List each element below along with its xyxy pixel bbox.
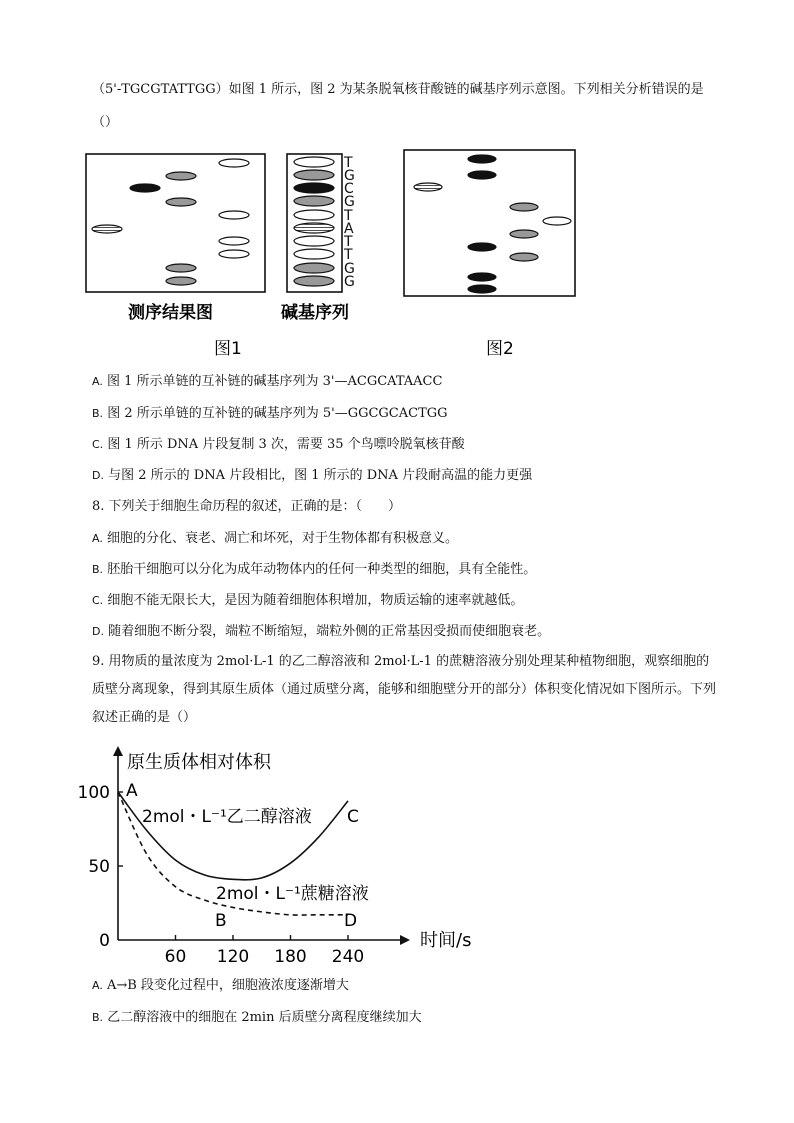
band bbox=[468, 171, 496, 179]
seq-letter: G bbox=[344, 168, 355, 184]
q7-option-c bbox=[92, 435, 465, 455]
option-letter: B. bbox=[92, 407, 104, 420]
band bbox=[468, 155, 496, 163]
q9-option-a bbox=[92, 976, 349, 996]
band bbox=[468, 273, 496, 281]
caption-fig2: 图2 bbox=[486, 339, 514, 359]
option-text: 胚胎干细胞可以分化为成年动物体内的任何一种类型的细胞，具有全能性。 bbox=[107, 562, 537, 577]
point-label: C bbox=[347, 807, 359, 827]
q8-option-a bbox=[92, 529, 458, 549]
series-label-sucrose: 2mol・L⁻¹蔗糖溶液 bbox=[216, 884, 369, 904]
point-label: D bbox=[344, 911, 358, 931]
y-axis-label: 原生质体相对体积 bbox=[127, 752, 271, 773]
series-label-ethylene-glycol: 2mol・L⁻¹乙二醇溶液 bbox=[142, 807, 312, 827]
base-seq-letters bbox=[343, 155, 355, 290]
x-axis-label: 时间/s bbox=[420, 930, 472, 951]
option-text: 图 2 所示单链的互补链的碱基序列为 5'—GGCGCACTGG bbox=[107, 406, 448, 421]
point-label: B bbox=[215, 911, 227, 931]
seq-letter: T bbox=[344, 234, 353, 250]
option-letter: C. bbox=[92, 594, 104, 607]
band bbox=[166, 172, 196, 180]
seq-letter: G bbox=[344, 274, 355, 290]
band bbox=[166, 198, 196, 206]
point-label: A bbox=[126, 781, 138, 801]
option-text: 图 1 所示 DNA 片段复制 3 次，需要 35 个鸟嘌呤脱氧核苷酸 bbox=[107, 437, 465, 452]
q9-stem: 9. 用物质的量浓度为 2mol·L-1 的乙二醇溶液和 2mol·L-1 的蔗糖溶液分别处理某种植物细胞，观察细胞的质壁分离现象，得到其原生质体（通过质壁分离，能够和细胞壁分开的部分）体积变化情况如下图所示。下列叙述正确的是（） bbox=[92, 654, 717, 725]
seq-letter: G bbox=[344, 261, 355, 277]
q7-stem-line2: （） bbox=[92, 115, 119, 130]
seq-letter: T bbox=[344, 155, 353, 171]
band bbox=[543, 217, 571, 225]
base-seq-ovals bbox=[294, 157, 334, 286]
band bbox=[510, 253, 538, 261]
option-text: 随着细胞不断分裂，端粒不断缩短，端粒外侧的正常基因受损而使细胞衰老。 bbox=[108, 624, 551, 639]
q7-option-a bbox=[92, 372, 442, 392]
option-text: A→B 段变化过程中，细胞液浓度逐渐增大 bbox=[106, 978, 349, 993]
series-line bbox=[118, 792, 348, 880]
option-text: 图 1 所示单链的互补链的碱基序列为 3'—ACGCATAACC bbox=[106, 374, 443, 389]
option-letter: B. bbox=[92, 563, 104, 576]
band bbox=[468, 243, 496, 251]
band bbox=[468, 285, 496, 293]
seq-letter: G bbox=[344, 194, 355, 210]
option-letter: C. bbox=[92, 438, 104, 451]
option-text: 乙二醇溶液中的细胞在 2min 后质壁分离程度继续加大 bbox=[107, 1010, 422, 1025]
q9-option-b bbox=[92, 1008, 422, 1028]
seq-letter: T bbox=[344, 208, 353, 224]
band bbox=[166, 264, 196, 272]
x-tick-label: 240 bbox=[331, 947, 365, 967]
band bbox=[219, 159, 249, 167]
q7-option-b bbox=[92, 404, 448, 424]
y-tick-label: 100 bbox=[77, 783, 110, 803]
q8-stem: 8. 下列关于细胞生命历程的叙述，正确的是：（ ） bbox=[92, 499, 402, 514]
q7-stem-line1: （5'-TGCGTATTGG）如图 1 所示，图 2 为某条脱氧核苷酸链的碱基序列示意图。下列相关分析错误的是 bbox=[92, 82, 704, 97]
band bbox=[219, 211, 249, 219]
option-text: 细胞的分化、衰老、凋亡和坏死，对于生物体都有积极意义。 bbox=[106, 531, 458, 546]
band bbox=[510, 203, 538, 211]
x-tick-label: 120 bbox=[216, 947, 250, 967]
band bbox=[219, 237, 249, 245]
option-letter: D. bbox=[92, 469, 104, 482]
option-letter: A. bbox=[92, 375, 103, 388]
q8-option-d bbox=[92, 622, 550, 642]
option-letter: D. bbox=[92, 625, 104, 638]
q8-option-b bbox=[92, 560, 536, 580]
q8-option-c bbox=[92, 591, 523, 611]
label-seq-result: 测序结果图 bbox=[128, 303, 213, 323]
caption-fig1: 图1 bbox=[214, 339, 242, 359]
band bbox=[166, 277, 196, 285]
seq-letter: A bbox=[344, 221, 354, 237]
x-axis-arrow bbox=[400, 935, 410, 945]
y-axis-arrow bbox=[113, 746, 123, 756]
q7-figure bbox=[0, 140, 794, 380]
option-text: 与图 2 所示的 DNA 片段相比，图 1 所示的 DNA 片段耐高温的能力更强 bbox=[108, 468, 533, 483]
option-letter: A. bbox=[92, 532, 103, 545]
option-letter: A. bbox=[92, 979, 103, 992]
option-letter: B. bbox=[92, 1011, 104, 1024]
seq-letter: T bbox=[344, 247, 353, 263]
y-tick-label: 50 bbox=[88, 857, 110, 877]
option-text: 细胞不能无限长大，是因为随着细胞体积增加，物质运输的速率就越低。 bbox=[107, 593, 524, 608]
x-tick-label: 180 bbox=[274, 947, 307, 967]
x-tick-label: 60 bbox=[164, 947, 187, 967]
band bbox=[219, 250, 249, 258]
seq-letter: C bbox=[344, 181, 354, 197]
band bbox=[130, 184, 160, 192]
q9-chart bbox=[0, 742, 794, 972]
band bbox=[510, 230, 538, 238]
band bbox=[414, 183, 442, 191]
label-base-seq: 碱基序列 bbox=[281, 303, 349, 323]
q7-option-d bbox=[92, 466, 532, 486]
band bbox=[92, 225, 122, 233]
y-tick-label: 0 bbox=[99, 931, 110, 951]
